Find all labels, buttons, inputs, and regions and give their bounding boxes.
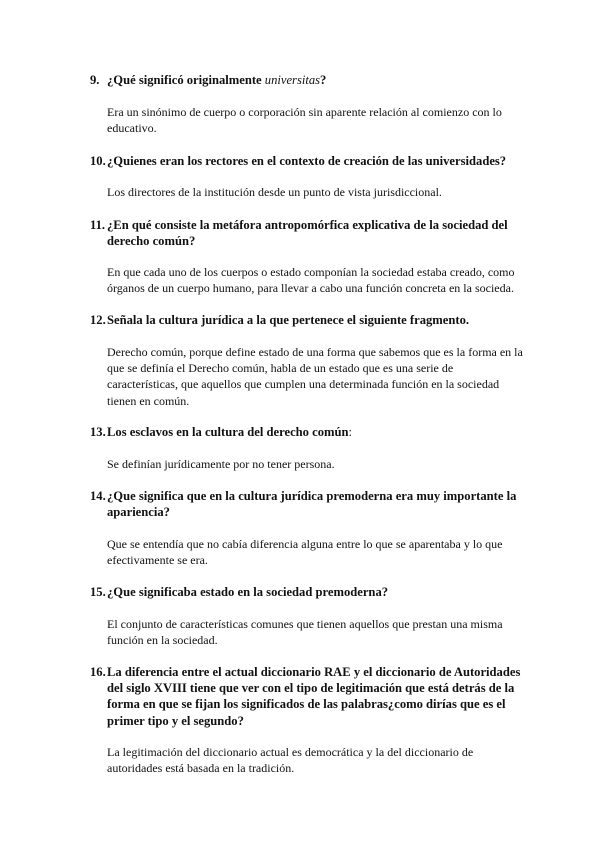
question-12 [90,312,538,328]
question-text-part: ¿Qué significó originalmente [107,73,265,87]
question-11 [90,217,538,249]
question-text: ¿Quienes eran los rectores en el contexto de creación de las universidades? [107,154,507,168]
answer-9: Era un sinónimo de cuerpo o corporación sin aparente relación al comienzo con lo educativo. [107,105,502,136]
question-text: ¿Que significaba estado en la sociedad premoderna? [107,585,389,599]
question-text-part: Los esclavos en la cultura del derecho común [107,425,349,439]
question-italic-term: universitas [264,73,321,87]
question-10 [90,153,538,169]
question-number: 11. [90,218,106,232]
question-number: 9. [90,73,100,87]
question-text [107,424,538,440]
question-16 [90,664,538,729]
question-number: 12. [90,313,106,327]
question-text: ¿En qué consiste la metáfora antropomórfica explicativa de la sociedad del derecho común? [107,218,508,249]
question-13 [90,424,538,440]
question-15 [90,584,538,600]
answer-12: Derecho común, porque define estado de una forma que sabemos que es la forma en la que se definía el Derecho común, habla de un estado que es una serie de características, que aquellos que cumplen una determinada función en la sociedad tienen en común. [107,345,523,408]
answer-13: Se definían jurídicamente por no tener persona. [107,457,335,471]
question-text: La diferencia entre el actual diccionario RAE y el diccionario de Autoridades del siglo XVIII tiene que ver con el tipo de legitimación que está detrás de la forma en que se fijan los significados de las palabras¿como dirías que es el primer tipo y el segundo? [107,665,521,728]
answer-16: La legitimación del diccionario actual es democrática y la del diccionario de autoridades está basada en la tradición. [107,745,474,776]
answer-15: El conjunto de características comunes que tienen aquellos que prestan una misma función en la sociedad. [107,617,503,648]
question-text-part: ? [320,73,327,87]
question-number: 14. [90,489,106,503]
answer-14: Que se entendía que no cabía diferencia alguna entre lo que se aparentaba y lo que efectivamente se era. [107,537,503,568]
question-text [107,72,538,88]
question-text: Señala la cultura jurídica a la que pertenece el siguiente fragmento. [107,313,470,327]
question-number: 15. [90,585,106,599]
question-text: ¿Que significa que en la cultura jurídica premoderna era muy importante la apariencia? [107,489,517,520]
answer-11: En que cada uno de los cuerpos o estado componían la sociedad estaba creado, como órganos de un cuerpo humano, para llevar a cabo una función concreta en la socieda. [107,265,515,296]
answer-10: Los directores de la institución desde un punto de vista jurisdiccional. [107,185,442,199]
question-number: 16. [90,665,106,679]
question-9 [90,72,538,88]
question-number: 10. [90,154,106,168]
question-14 [90,488,538,520]
question-text-part: : [348,425,352,439]
question-number: 13. [90,425,106,439]
